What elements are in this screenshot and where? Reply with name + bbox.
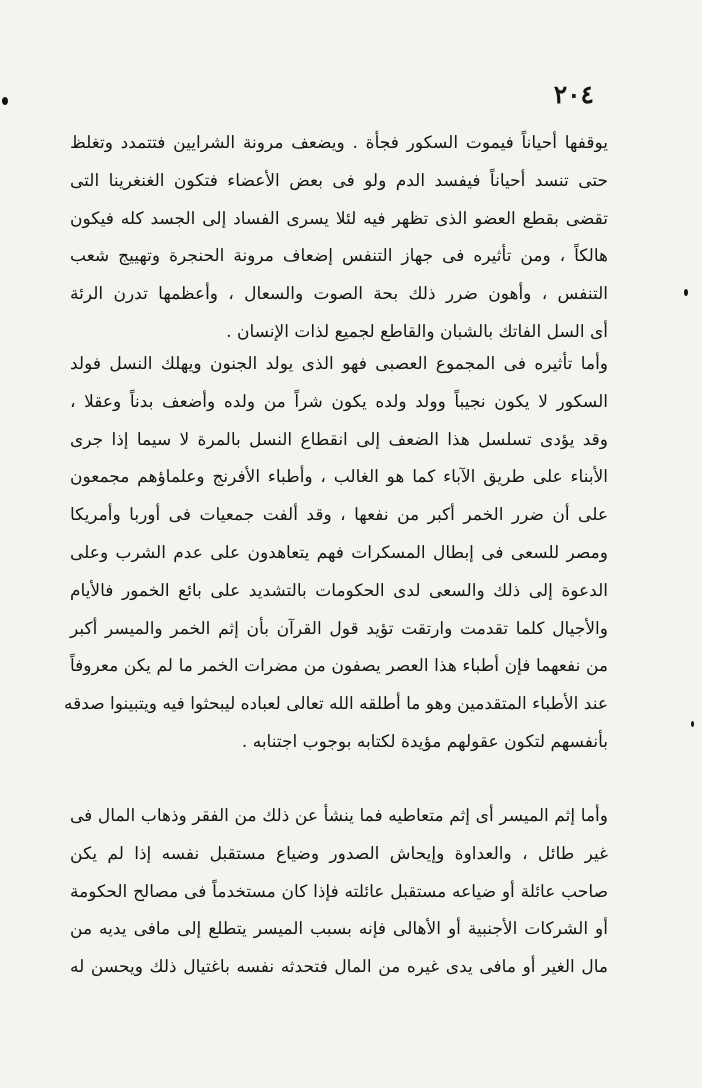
text-line: يوقفها أحياناً فيموت السكور فجأة . ويضعف مرونة الشرايين فتتمدد وتغلظ (70, 133, 608, 153)
text-line: تقضى بقطع العضو الذى تظهر فيه لئلا يسرى الفساد إلى الجسد كله فيكون (70, 208, 608, 229)
page-number: ٢٠٤ (553, 80, 594, 109)
text-line: والأجيال كلما تقدمت وارتقت تؤيد قول القرآن بأن إثم الخمر والميسر أكبر (70, 618, 608, 639)
paragraph-3 (70, 798, 608, 987)
paragraph-2 (64, 346, 608, 762)
text-line: بأنفسهم لتكون عقولهم مؤيدة لكتابه بوجوب اجتنابه . (241, 731, 608, 752)
text-line: صاحب عائلة أو ضياعه مستقبل عائلته فإذا كان مستخدماً فى مصالح الحكومة (70, 881, 608, 902)
text-line: على أن ضرر الخمر أكبر من نفعها ، وقد ألفت جمعيات فى أوربا وأمريكا (70, 505, 608, 526)
scan-mark (691, 721, 694, 727)
text-line: مال الغير أو مافى يدى غيره من المال فتحدثه نفسه باغتيال ذلك ويحسن له (70, 957, 608, 978)
text-line: وأما تأثيره فى المجموع العصبى فهو الذى يولد الجنون ويهلك النسل فولد (70, 354, 608, 374)
scan-mark (684, 289, 688, 296)
text-line: أى السل الفاتك بالشبان والقاطع لجميع لذات الإنسان . (226, 321, 608, 342)
text-line: حتى تنسد أحياناً فيفسد الدم ولو فى بعض الأعضاء فتكون الغنغرينا التى (70, 170, 608, 191)
text-line: من نفعهما فإن أطباء هذا العصر يصفون من مضرات الخمر ما لم يكن معروفاً (70, 656, 608, 677)
text-line: السكور لا يكون نجيباً وولد ولده يكون شراً من ولده وأضعف بدناً وعقلا ، (70, 391, 608, 412)
text-line: ومصر للسعى فى إبطال المسكرات فهم يتعاهدون على عدم الشرب وعلى (70, 542, 608, 563)
text-line: وقد يؤدى تسلسل هذا الضعف إلى انقطاع النسل بالمرة لا سيما إذا جرى (70, 429, 608, 450)
text-line: غير طائل ، والعداوة وإيحاش الصدور وضياع مستقبل نفسه إذا لم يكن (70, 843, 608, 864)
text-line: التنفس ، وأهون ضرر ذلك بحة الصوت والسعال ، وأعظمها تدرن الرئة (70, 284, 608, 305)
text-line: أو الشركات الأجنبية أو الأهالى فإنه بسبب الميسر يتطلع إلى مافى يديه من (70, 919, 608, 940)
paragraph-1 (70, 125, 608, 352)
text-line: هالكاً ، ومن تأثيره فى جهاز التنفس إضعاف مرونة الحنجرة وتهييج شعب (70, 246, 608, 267)
text-line: وأما إثم الميسر أى إثم متعاطيه فما ينشأ عن ذلك من الفقر وذهاب المال فى (70, 806, 608, 826)
text-line: الدعوة إلى ذلك والسعى لدى الحكومات بالتشديد على بائع الخمور فالأيام (70, 580, 608, 601)
text-line: الأبناء على طريق الآباء كما هو الغالب ، وأطباء الأفرنج وعلماؤهم مجمعون (70, 467, 608, 488)
text-line: عند الأطباء المتقدمين وهو ما أطلقه الله تعالى لعباده ليبحثوا فيه ويتبينوا صدقه (64, 694, 608, 715)
scan-mark (2, 97, 8, 105)
